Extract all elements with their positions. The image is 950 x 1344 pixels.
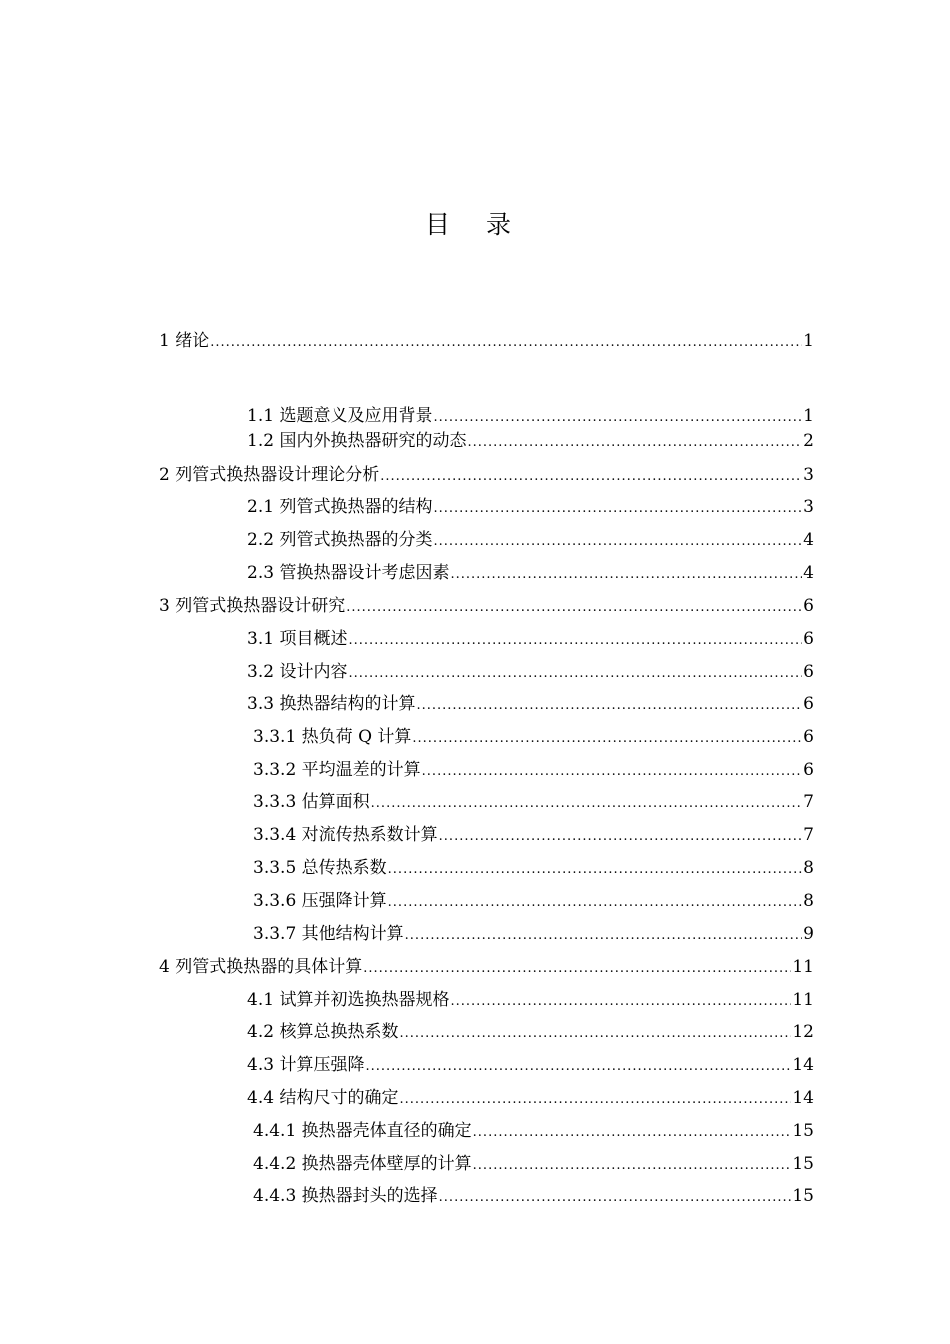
toc-entry-label: 4 列管式换热器的具体计算: [159, 957, 363, 977]
toc-leader-dots: [473, 1154, 792, 1178]
toc-entry-page-number: 15: [792, 1154, 814, 1174]
toc-entry-label: 1.1 选题意义及应用背景: [247, 406, 433, 426]
toc-entry-page-number: 6: [803, 694, 814, 714]
toc-leader-dots: [365, 1055, 791, 1079]
toc-entry-page-number: 3: [803, 497, 814, 517]
page-title: 目 录: [425, 210, 525, 239]
toc-leader-dots: [467, 431, 802, 455]
toc-entry: [253, 725, 814, 749]
toc-entry-label: 4.2 核算总换热系数: [247, 1022, 399, 1042]
toc-entry-label: 2.1 列管式换热器的结构: [247, 497, 433, 517]
toc-entry-label: 3.3.1 热负荷 Q 计算: [253, 727, 412, 747]
toc-entry-label: 3 列管式换热器设计研究: [159, 596, 346, 616]
toc-entry-page-number: 1: [803, 406, 814, 426]
toc-leader-dots: [399, 1088, 791, 1112]
toc-leader-dots: [388, 891, 803, 915]
toc-entry-label: 4.4.3 换热器封头的选择: [253, 1186, 438, 1206]
toc-entry-page-number: 6: [803, 629, 814, 649]
toc-entry-label: 1 绪论: [159, 331, 210, 351]
toc-entry-page-number: 11: [792, 957, 814, 977]
toc-leader-dots: [433, 406, 802, 430]
toc-entry: [247, 404, 814, 428]
toc-entry-page-number: 4: [803, 563, 814, 583]
toc-entry: [159, 463, 814, 487]
toc-entry: [247, 660, 814, 684]
toc-leader-dots: [371, 792, 803, 816]
toc-entry-label: 3.3.6 压强降计算: [253, 891, 387, 911]
toc-entry-page-number: 8: [803, 891, 814, 911]
toc-entry-label: 3.3 换热器结构的计算: [247, 694, 416, 714]
toc-entry-page-number: 6: [803, 760, 814, 780]
toc-leader-dots: [399, 1022, 791, 1046]
toc-entry-label: 3.3.5 总传热系数: [253, 858, 387, 878]
toc-entry: [247, 988, 814, 1012]
toc-entry-label: 2.2 列管式换热器的分类: [247, 530, 433, 550]
toc-entry: [253, 823, 814, 847]
toc-entry: [247, 429, 814, 453]
toc-entry: [247, 627, 814, 651]
toc-entry-label: 2.3 管换热器设计考虑因素: [247, 563, 450, 583]
toc-leader-dots: [450, 563, 802, 587]
toc-entry: [253, 1184, 814, 1208]
toc-entry: [247, 1086, 814, 1110]
toc-entry: [247, 528, 814, 552]
toc-entry: [253, 922, 814, 946]
toc-entry: [159, 594, 814, 618]
toc-entry-label: 4.4.2 换热器壳体壁厚的计算: [253, 1154, 472, 1174]
toc-leader-dots: [422, 760, 803, 784]
toc-entry-page-number: 7: [803, 825, 814, 845]
toc-leader-dots: [412, 727, 802, 751]
toc-leader-dots: [210, 331, 802, 355]
toc-leader-dots: [388, 858, 803, 882]
toc-leader-dots: [433, 497, 802, 521]
toc-entry-page-number: 8: [803, 858, 814, 878]
toc-entry-page-number: 14: [792, 1088, 814, 1108]
toc-entry: [247, 1020, 814, 1044]
toc-leader-dots: [405, 924, 803, 948]
toc-entry-page-number: 6: [803, 727, 814, 747]
toc-entry-page-number: 15: [792, 1186, 814, 1206]
toc-entry: [247, 692, 814, 716]
toc-entry-label: 3.1 项目概述: [247, 629, 348, 649]
toc-entry-label: 3.3.4 对流传热系数计算: [253, 825, 438, 845]
toc-entry: [159, 955, 814, 979]
toc-leader-dots: [433, 530, 802, 554]
toc-entry-label: 4.1 试算并初选换热器规格: [247, 990, 450, 1010]
toc-entry-page-number: 12: [792, 1022, 814, 1042]
toc-entry: [247, 1053, 814, 1077]
toc-entry-label: 3.3.2 平均温差的计算: [253, 760, 421, 780]
toc-entry-label: 4.4.1 换热器壳体直径的确定: [253, 1121, 472, 1141]
toc-leader-dots: [363, 957, 791, 981]
toc-entry: [159, 329, 814, 353]
toc-entry-page-number: 6: [803, 662, 814, 682]
toc-leader-dots: [473, 1121, 792, 1145]
toc-leader-dots: [348, 662, 802, 686]
toc-entry-page-number: 3: [803, 465, 814, 485]
toc-entry-page-number: 14: [792, 1055, 814, 1075]
toc-entry-page-number: 6: [803, 596, 814, 616]
toc-entry-page-number: 7: [803, 792, 814, 812]
toc-leader-dots: [346, 596, 802, 620]
toc-entry-page-number: 11: [792, 990, 814, 1010]
toc-entry: [253, 1119, 814, 1143]
toc-leader-dots: [439, 825, 803, 849]
toc-entry-page-number: 2: [803, 431, 814, 451]
toc-leader-dots: [380, 465, 802, 489]
toc-entry-label: 2 列管式换热器设计理论分析: [159, 465, 380, 485]
toc-entry-page-number: 1: [803, 331, 814, 351]
toc-entry-label: 3.3.3 估算面积: [253, 792, 370, 812]
toc-entry: [253, 1152, 814, 1176]
toc-entry-page-number: 4: [803, 530, 814, 550]
toc-entry-label: 3.3.7 其他结构计算: [253, 924, 404, 944]
toc-entry: [247, 495, 814, 519]
toc-entry-label: 1.2 国内外换热器研究的动态: [247, 431, 467, 451]
toc-leader-dots: [416, 694, 802, 718]
toc-leader-dots: [348, 629, 802, 653]
toc-leader-dots: [450, 990, 791, 1014]
toc-entry-label: 4.4 结构尺寸的确定: [247, 1088, 399, 1108]
toc-entry: [253, 758, 814, 782]
toc-entry: [253, 856, 814, 880]
toc-entry: [247, 561, 814, 585]
toc-entry-page-number: 9: [803, 924, 814, 944]
toc-leader-dots: [439, 1186, 792, 1210]
toc-entry-label: 3.2 设计内容: [247, 662, 348, 682]
toc-entry: [253, 790, 814, 814]
toc-entry: [253, 889, 814, 913]
toc-entry-page-number: 15: [792, 1121, 814, 1141]
toc-entry-label: 4.3 计算压强降: [247, 1055, 365, 1075]
